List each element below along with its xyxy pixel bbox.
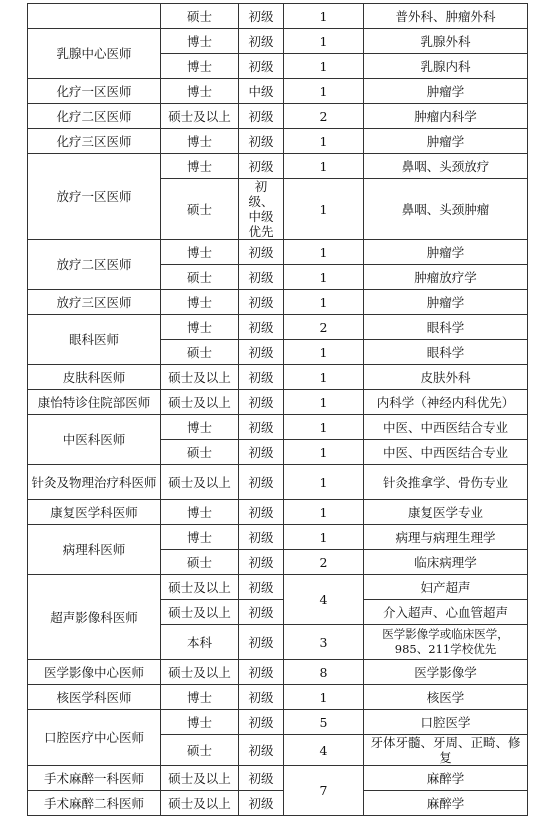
major-cell: 鼻咽、头颈肿瘤 — [364, 179, 528, 240]
table-row — [28, 766, 528, 791]
table-row — [28, 154, 528, 179]
major-cell: 内科学（神经内科优先） — [364, 390, 528, 415]
level-cell: 初级 — [239, 525, 284, 550]
major-cell: 乳腺内科 — [364, 54, 528, 79]
table-row — [28, 390, 528, 415]
table-row — [28, 129, 528, 154]
major-cell: 口腔医学 — [364, 710, 528, 735]
major-cell: 针灸推拿学、骨伤专业 — [364, 465, 528, 500]
major-cell: 眼科学 — [364, 340, 528, 365]
table-row — [28, 29, 528, 54]
position-cell: 化疗二区医师 — [28, 104, 161, 129]
degree-cell: 博士 — [161, 240, 239, 265]
degree-cell: 硕士 — [161, 735, 239, 766]
degree-cell: 硕士 — [161, 4, 239, 29]
level-cell: 初级 — [239, 685, 284, 710]
degree-cell: 博士 — [161, 29, 239, 54]
level-cell: 中级 — [239, 79, 284, 104]
major-cell: 中医、中西医结合专业 — [364, 440, 528, 465]
position-cell: 化疗三区医师 — [28, 129, 161, 154]
count-cell: 7 — [284, 766, 364, 816]
level-cell: 初级 — [239, 154, 284, 179]
level-cell: 初级 — [239, 766, 284, 791]
major-cell: 中医、中西医结合专业 — [364, 415, 528, 440]
major-cell: 肿瘤放疗学 — [364, 265, 528, 290]
level-cell: 初级 — [239, 240, 284, 265]
position-cell: 放疗二区医师 — [28, 240, 161, 290]
level-cell: 初级 — [239, 465, 284, 500]
degree-cell: 硕士及以上 — [161, 465, 239, 500]
count-cell: 1 — [284, 265, 364, 290]
major-cell: 医学影像学 — [364, 660, 528, 685]
major-cell: 临床病理学 — [364, 550, 528, 575]
major-cell: 核医学 — [364, 685, 528, 710]
count-cell: 1 — [284, 340, 364, 365]
count-cell: 2 — [284, 315, 364, 340]
position-cell: 康复医学科医师 — [28, 500, 161, 525]
degree-cell: 硕士及以上 — [161, 791, 239, 816]
major-cell: 麻醉学 — [364, 791, 528, 816]
degree-cell: 本科 — [161, 625, 239, 660]
major-cell: 肿瘤学 — [364, 79, 528, 104]
table-row — [28, 791, 528, 816]
major-cell: 普外科、肿瘤外科 — [364, 4, 528, 29]
degree-cell: 硕士及以上 — [161, 365, 239, 390]
degree-cell: 硕士 — [161, 340, 239, 365]
level-cell: 初级 — [239, 600, 284, 625]
degree-cell: 硕士及以上 — [161, 575, 239, 600]
count-cell: 1 — [284, 154, 364, 179]
major-cell: 皮肤外科 — [364, 365, 528, 390]
count-cell: 1 — [284, 525, 364, 550]
position-cell: 手术麻醉一科医师 — [28, 766, 161, 791]
degree-cell: 硕士 — [161, 179, 239, 240]
count-cell: 4 — [284, 735, 364, 766]
table-row — [28, 290, 528, 315]
degree-cell: 硕士 — [161, 440, 239, 465]
table-row — [28, 525, 528, 550]
position-cell: 超声影像科医师 — [28, 575, 161, 660]
level-cell: 初级 — [239, 550, 284, 575]
count-cell: 1 — [284, 179, 364, 240]
table-row — [28, 415, 528, 440]
major-cell: 康复医学专业 — [364, 500, 528, 525]
count-cell: 2 — [284, 104, 364, 129]
level-cell: 初级 — [239, 710, 284, 735]
degree-cell: 博士 — [161, 415, 239, 440]
count-cell: 1 — [284, 240, 364, 265]
level-cell: 初级、中级优先 — [239, 179, 284, 240]
level-cell: 初级 — [239, 104, 284, 129]
position-cell: 放疗三区医师 — [28, 290, 161, 315]
position-cell: 中医科医师 — [28, 415, 161, 465]
degree-cell: 博士 — [161, 500, 239, 525]
level-cell: 初级 — [239, 415, 284, 440]
degree-cell: 博士 — [161, 710, 239, 735]
major-cell: 介入超声、心血管超声 — [364, 600, 528, 625]
table-row — [28, 315, 528, 340]
count-cell: 1 — [284, 79, 364, 104]
level-cell: 初级 — [239, 340, 284, 365]
level-cell: 初级 — [239, 500, 284, 525]
degree-cell: 硕士及以上 — [161, 600, 239, 625]
position-cell — [28, 4, 161, 29]
level-cell: 初级 — [239, 440, 284, 465]
position-cell: 病理科医师 — [28, 525, 161, 575]
position-cell: 医学影像中心医师 — [28, 660, 161, 685]
level-cell: 初级 — [239, 29, 284, 54]
count-cell: 1 — [284, 290, 364, 315]
count-cell: 1 — [284, 415, 364, 440]
position-cell: 核医学科医师 — [28, 685, 161, 710]
major-cell: 肿瘤内科学 — [364, 104, 528, 129]
table-row — [28, 365, 528, 390]
count-cell: 1 — [284, 465, 364, 500]
major-cell: 眼科学 — [364, 315, 528, 340]
count-cell: 1 — [284, 500, 364, 525]
major-cell: 医学影像学或临床医学，985、211学校优先 — [364, 625, 528, 660]
position-cell: 皮肤科医师 — [28, 365, 161, 390]
major-cell: 肿瘤学 — [364, 240, 528, 265]
count-cell: 4 — [284, 575, 364, 625]
table-row — [28, 465, 528, 500]
table-row — [28, 685, 528, 710]
degree-cell: 博士 — [161, 685, 239, 710]
count-cell: 1 — [284, 365, 364, 390]
count-cell: 1 — [284, 440, 364, 465]
major-cell: 肿瘤学 — [364, 129, 528, 154]
level-cell: 初级 — [239, 575, 284, 600]
level-cell: 初级 — [239, 129, 284, 154]
table-row — [28, 79, 528, 104]
degree-cell: 硕士及以上 — [161, 104, 239, 129]
level-cell: 初级 — [239, 625, 284, 660]
major-cell: 牙体牙髓、牙周、正畸、修复 — [364, 735, 528, 766]
table-row — [28, 710, 528, 735]
level-cell: 初级 — [239, 4, 284, 29]
count-cell: 5 — [284, 710, 364, 735]
degree-cell: 博士 — [161, 54, 239, 79]
level-cell: 初级 — [239, 315, 284, 340]
degree-cell: 硕士及以上 — [161, 660, 239, 685]
count-cell: 1 — [284, 4, 364, 29]
recruitment-table — [27, 3, 528, 816]
count-cell: 1 — [284, 129, 364, 154]
count-cell: 1 — [284, 390, 364, 415]
major-cell: 乳腺外科 — [364, 29, 528, 54]
level-cell: 初级 — [239, 365, 284, 390]
level-cell: 初级 — [239, 791, 284, 816]
level-cell: 初级 — [239, 735, 284, 766]
degree-cell: 硕士 — [161, 265, 239, 290]
level-cell: 初级 — [239, 390, 284, 415]
degree-cell: 硕士及以上 — [161, 390, 239, 415]
degree-cell: 博士 — [161, 129, 239, 154]
level-cell: 初级 — [239, 660, 284, 685]
major-cell: 妇产超声 — [364, 575, 528, 600]
position-cell: 手术麻醉二科医师 — [28, 791, 161, 816]
count-cell: 1 — [284, 685, 364, 710]
table-row — [28, 104, 528, 129]
degree-cell: 硕士 — [161, 550, 239, 575]
major-cell: 麻醉学 — [364, 766, 528, 791]
count-cell: 2 — [284, 550, 364, 575]
major-cell: 鼻咽、头颈放疗 — [364, 154, 528, 179]
position-cell: 眼科医师 — [28, 315, 161, 365]
level-cell: 初级 — [239, 290, 284, 315]
degree-cell: 博士 — [161, 525, 239, 550]
degree-cell: 博士 — [161, 315, 239, 340]
table-row — [28, 240, 528, 265]
count-cell: 1 — [284, 54, 364, 79]
degree-cell: 博士 — [161, 79, 239, 104]
position-cell: 康怡特诊住院部医师 — [28, 390, 161, 415]
degree-cell: 硕士及以上 — [161, 766, 239, 791]
position-cell: 针灸及物理治疗科医师 — [28, 465, 161, 500]
position-cell: 化疗一区医师 — [28, 79, 161, 104]
level-cell: 初级 — [239, 265, 284, 290]
degree-cell: 博士 — [161, 290, 239, 315]
table-row — [28, 660, 528, 685]
table-row — [28, 575, 528, 600]
degree-cell: 博士 — [161, 154, 239, 179]
count-cell: 8 — [284, 660, 364, 685]
major-cell: 病理与病理生理学 — [364, 525, 528, 550]
position-cell: 乳腺中心医师 — [28, 29, 161, 79]
table-row — [28, 500, 528, 525]
table-row — [28, 4, 528, 29]
major-cell: 肿瘤学 — [364, 290, 528, 315]
position-cell: 口腔医疗中心医师 — [28, 710, 161, 766]
count-cell: 1 — [284, 29, 364, 54]
level-cell: 初级 — [239, 54, 284, 79]
position-cell: 放疗一区医师 — [28, 154, 161, 240]
count-cell: 3 — [284, 625, 364, 660]
